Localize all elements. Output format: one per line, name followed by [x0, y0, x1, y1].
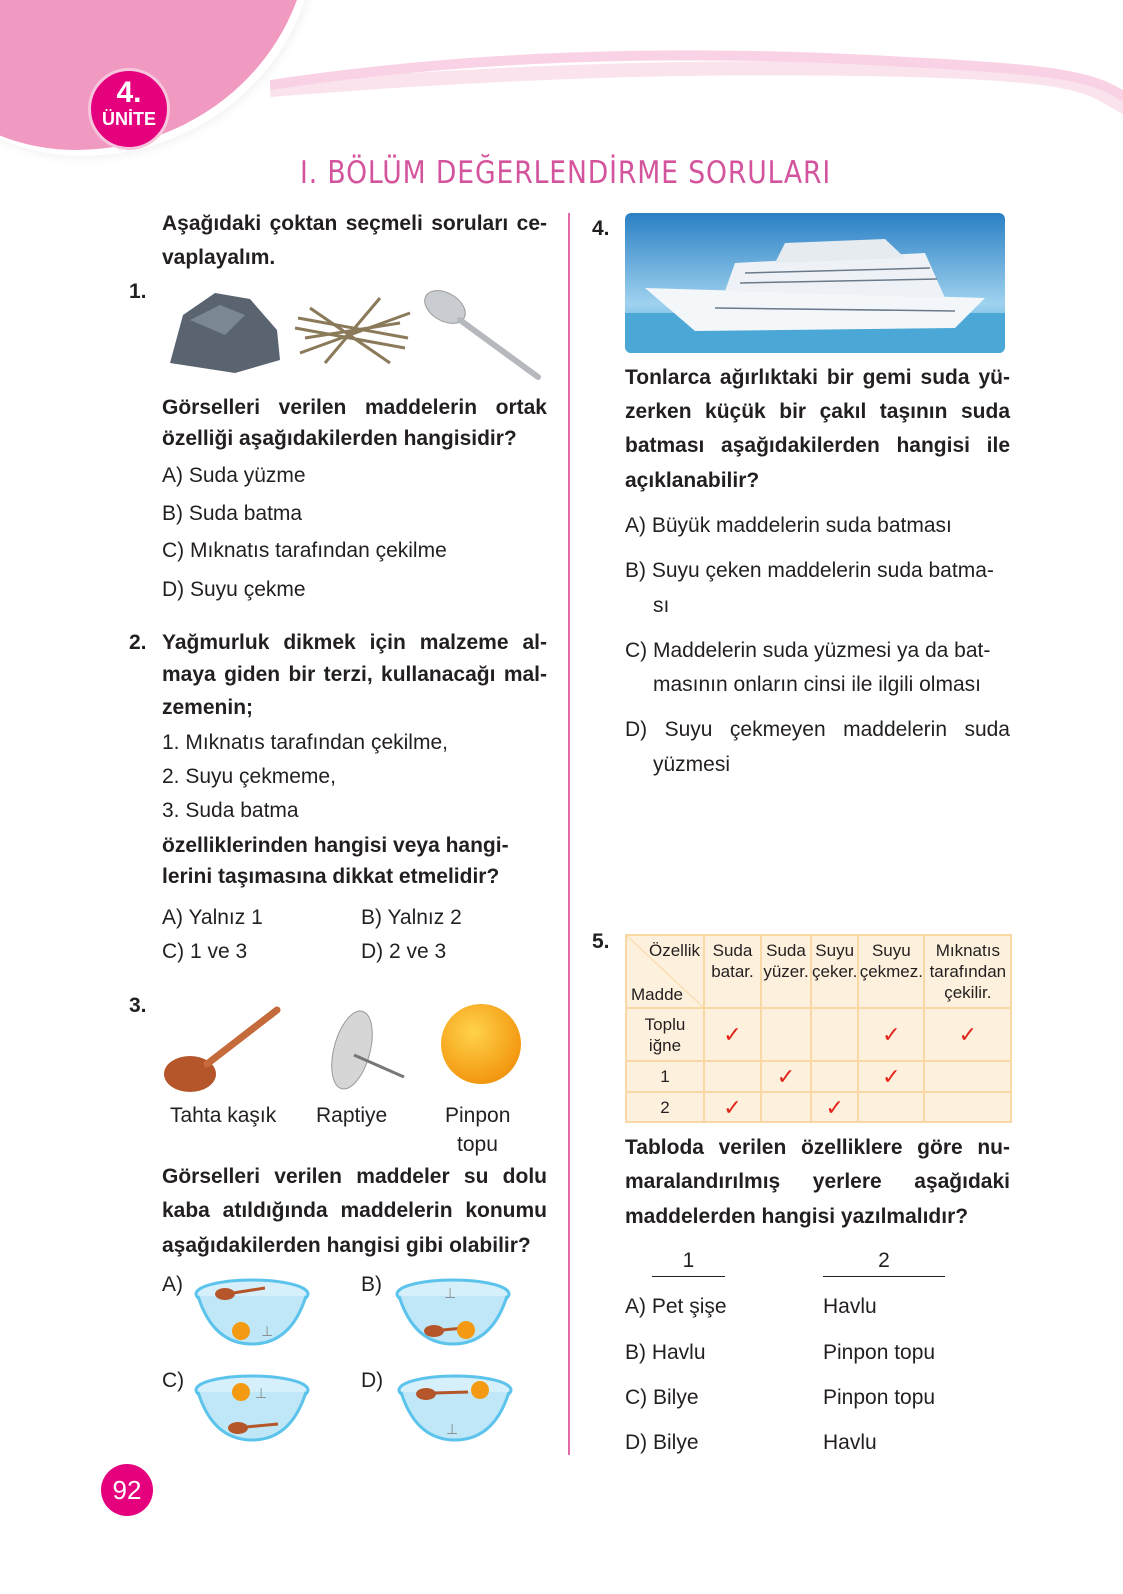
bowl-a-image[interactable] [193, 1276, 311, 1346]
svg-text:⊥: ⊥ [444, 1285, 457, 1301]
q4-stem-line: Tonlarca ağırlıktaki bir gemi suda yü- [625, 366, 1010, 389]
q4-stem-line: zerken küçük bir çakıl taşının suda [625, 400, 1010, 423]
q3-stem-line: kaba atıldığında maddelerin konumu [162, 1199, 547, 1222]
check-cell [811, 1061, 858, 1092]
q2-option-b[interactable]: B) Yalnız 2 [361, 906, 462, 929]
q1-option-a[interactable]: A) Suda yüzme [162, 464, 306, 487]
check-cell [761, 1008, 811, 1061]
q2-stem-line: Yağmurluk dikmek için malzeme al- [162, 631, 547, 654]
check-cell: ✓ [858, 1008, 924, 1061]
bowl-b-image[interactable] [394, 1276, 512, 1346]
page-number: 92 [101, 1464, 153, 1516]
q2-stem-line: maya giden bir terzi, kullanacağı mal- [162, 663, 547, 686]
q2-item: 3. Suda batma [162, 799, 299, 822]
q2-option-c[interactable]: C) 1 ve 3 [162, 940, 248, 963]
q5-option-d-2: Havlu [823, 1431, 877, 1454]
row-label: 2 [626, 1092, 704, 1122]
q1-option-d[interactable]: D) Suyu çekme [162, 578, 306, 601]
table-row [626, 1061, 1011, 1092]
q4-stem-line: açıklanabilir? [625, 469, 760, 492]
q4-option-a[interactable]: A) Büyük maddelerin suda batması [625, 514, 952, 537]
question-number: 2. [129, 631, 147, 654]
table-corner [626, 935, 704, 1008]
q4-stem-line: batması aşağıdakilerden hangisi ile [625, 434, 1010, 457]
question-number: 1. [129, 280, 147, 303]
intro-line: vaplayalım. [162, 246, 276, 269]
thumbtack-image [322, 1005, 412, 1095]
column-header: Suda yüzer. [761, 935, 811, 1008]
check-cell: ✓ [704, 1092, 761, 1122]
check-cell [811, 1008, 858, 1061]
q4-option-d-cont[interactable]: yüzmesi [653, 753, 731, 776]
unit-badge [88, 68, 170, 150]
check-cell: ✓ [761, 1061, 811, 1092]
q5-option-b[interactable]: B) Havlu [625, 1341, 706, 1364]
corner-bottom-label: Madde [631, 985, 683, 1004]
q4-option-c[interactable]: C) Maddelerin suda yüzmesi ya da bat- [625, 639, 991, 662]
q2-stem2-line: özelliklerinden hangisi veya hangi- [162, 834, 509, 857]
caption-thumbtack: Raptiye [316, 1104, 388, 1127]
q3-option-b[interactable]: B) [361, 1273, 382, 1296]
column-header: Suyu çeker. [811, 935, 858, 1008]
q2-stem2-line: lerini taşımasına dikkat etmelidir? [162, 865, 500, 888]
check-cell [704, 1061, 761, 1092]
q5-stem-line: Tabloda verilen özelliklere göre nu- [625, 1136, 1010, 1159]
check-cell [761, 1092, 811, 1122]
ribbon-decoration [270, 45, 1123, 115]
answer-header-1: 1 [652, 1249, 725, 1277]
check-cell [924, 1092, 1011, 1122]
q4-option-d[interactable]: D) Suyu çekmeyen maddelerin suda [625, 718, 1010, 741]
svg-text:⊥: ⊥ [255, 1385, 268, 1401]
q5-option-d[interactable]: D) Bilye [625, 1431, 699, 1454]
q5-option-b-2: Pinpon topu [823, 1341, 936, 1364]
page-title: I. BÖLÜM DEĞERLENDİRME SORULARI [300, 155, 832, 191]
properties-table [625, 934, 1012, 1123]
q4-option-c-cont[interactable]: masının onların cinsi ile ilgili olması [653, 673, 981, 696]
column-divider [568, 213, 570, 1455]
q3-stem-line: Görselleri verilen maddeler su dolu [162, 1165, 547, 1188]
nails-image [290, 288, 415, 373]
cruise-ship-image [625, 213, 1005, 353]
q1-option-c[interactable]: C) Mıknatıs tarafından çekilme [162, 539, 447, 562]
q3-option-c[interactable]: C) [162, 1369, 185, 1392]
ping-pong-ball-image [441, 1004, 521, 1084]
check-cell [858, 1092, 924, 1122]
svg-text:⊥: ⊥ [446, 1421, 459, 1437]
column-header: Suyu çekmez. [858, 935, 924, 1008]
check-cell: ✓ [924, 1008, 1011, 1061]
question-number: 3. [129, 994, 147, 1017]
q5-option-a[interactable]: A) Pet şişe [625, 1295, 727, 1318]
q5-option-a-2: Havlu [823, 1295, 877, 1318]
caption-ping-pong-2: topu [457, 1133, 498, 1156]
question-number: 4. [592, 217, 610, 240]
q3-stem-line: aşağıdakilerden hangisi gibi olabilir? [162, 1234, 531, 1257]
check-cell: ✓ [811, 1092, 858, 1122]
q2-option-a[interactable]: A) Yalnız 1 [162, 906, 263, 929]
q2-stem-line: zemenin; [162, 696, 254, 719]
caption-wooden-spoon: Tahta kaşık [170, 1104, 277, 1127]
check-cell [924, 1061, 1011, 1092]
q4-option-b-cont[interactable]: sı [653, 594, 670, 617]
q4-option-b[interactable]: B) Suyu çeken maddelerin suda batma- [625, 559, 994, 582]
check-cell: ✓ [858, 1061, 924, 1092]
column-header: Suda batar. [704, 935, 761, 1008]
spoon-image [420, 285, 545, 385]
bowl-d-image[interactable] [396, 1372, 514, 1442]
q3-option-a[interactable]: A) [162, 1273, 183, 1296]
q5-option-c[interactable]: C) Bilye [625, 1386, 699, 1409]
answer-header-2: 2 [823, 1249, 945, 1277]
q5-stem-line: maralandırılmış yerlere aşağıdaki [625, 1170, 1010, 1193]
question-number: 5. [592, 930, 610, 953]
row-label: 1 [626, 1061, 704, 1092]
caption-ping-pong: Pinpon [445, 1104, 511, 1127]
unit-label: ÜNİTE [102, 109, 156, 129]
table-row [626, 1008, 1011, 1061]
wooden-spoon-image [162, 1002, 282, 1097]
bowl-c-image[interactable] [193, 1372, 311, 1442]
q5-stem-line: maddelerden hangisi yazılmalıdır? [625, 1205, 969, 1228]
check-cell: ✓ [704, 1008, 761, 1061]
rock-image [165, 285, 285, 375]
q1-stem-line: Görselleri verilen maddelerin ortak [162, 396, 547, 419]
q1-stem-line: özelliği aşağıdakilerden hangisidir? [162, 427, 517, 450]
q2-item: 2. Suyu çekmeme, [162, 765, 336, 788]
q2-option-d[interactable]: D) 2 ve 3 [361, 940, 447, 963]
column-header: Mıknatıs tarafından çekilir. [924, 935, 1011, 1008]
corner-top-label: Özellik [648, 941, 700, 960]
table-row [626, 1092, 1011, 1122]
q5-option-c-2: Pinpon topu [823, 1386, 936, 1409]
row-label: Toplu iğne [626, 1008, 704, 1061]
svg-text:⊥: ⊥ [261, 1323, 274, 1339]
q1-option-b[interactable]: B) Suda batma [162, 502, 303, 525]
unit-number: 4. [116, 76, 142, 109]
q2-item: 1. Mıknatıs tarafından çekilme, [162, 731, 448, 754]
intro-line: Aşağıdaki çoktan seçmeli soruları ce- [162, 212, 547, 235]
q3-option-d[interactable]: D) [361, 1369, 384, 1392]
